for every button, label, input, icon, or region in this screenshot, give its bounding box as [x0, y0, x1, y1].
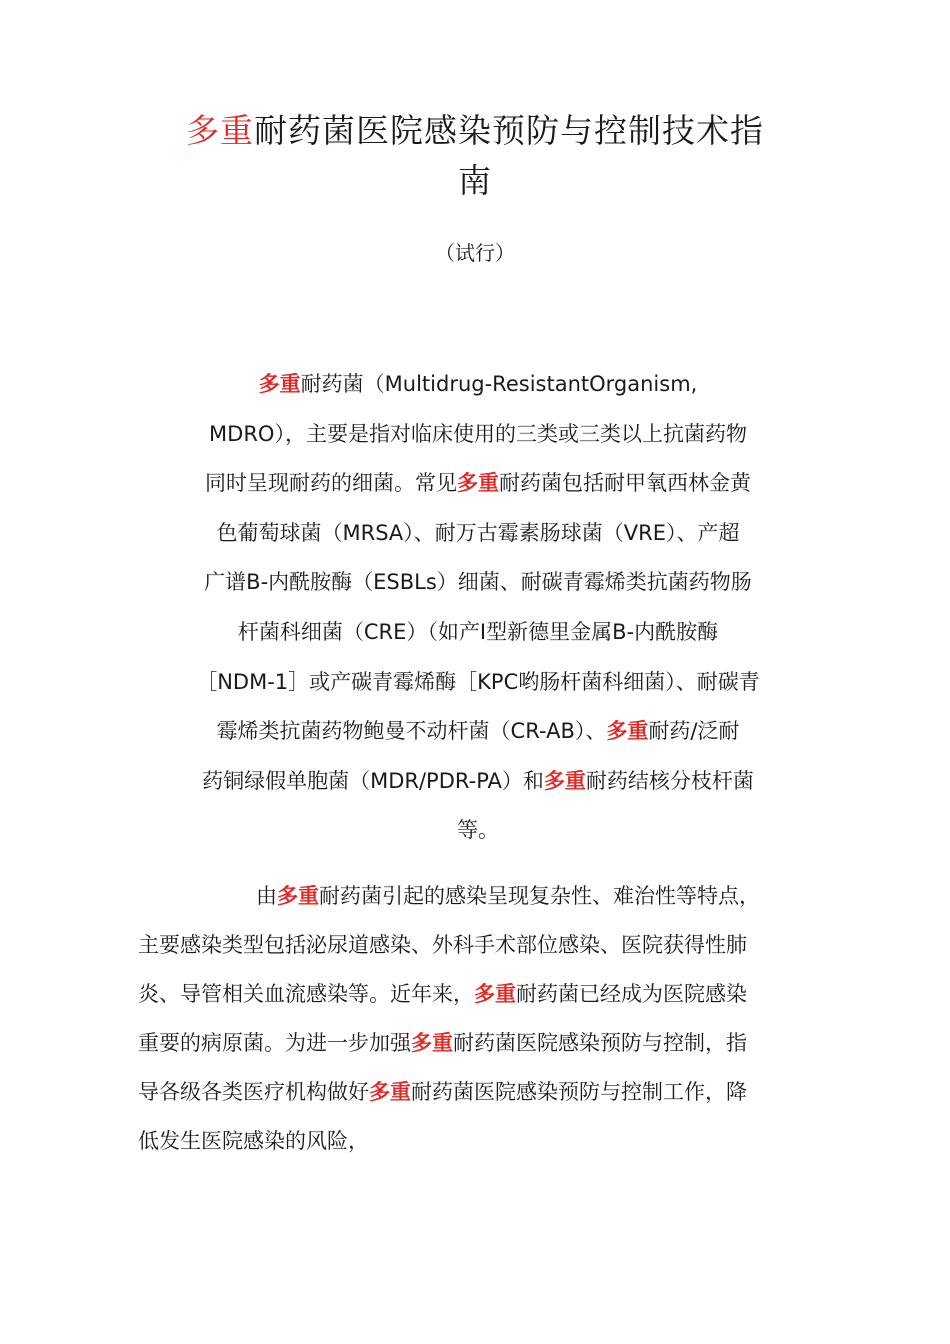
text-line [158, 509, 798, 559]
text-run: 等。 [457, 818, 499, 843]
document-subtitle: （试行） [435, 241, 515, 265]
text-line [138, 1019, 822, 1068]
title-line-1 [165, 106, 785, 156]
text-line [138, 1117, 822, 1166]
text-run: 色葡萄球菌（MRSA）、耐万古霉素肠球菌（VRE）、产超 [216, 520, 740, 545]
highlight-term: 多重 [606, 719, 649, 744]
text-line [138, 921, 822, 970]
text-line [158, 806, 798, 856]
text-run: 重要的病原菌。为进一步加强 [138, 1031, 411, 1055]
text-line [138, 872, 822, 921]
highlight-term: 多重 [474, 982, 516, 1006]
text-run: ［NDM-1］或产碳青霉烯酶［KPC哟肠杆菌科细菌）、耐碳青 [196, 669, 760, 694]
text-line [158, 410, 798, 460]
text-run: 广谱B-内酰胺酶（ESBLs）细菌、耐碳青霉烯类抗菌药物肠 [204, 570, 752, 595]
paragraph-2 [138, 872, 822, 1166]
text-run: 同时呈现耐药的细菌。常见 [205, 471, 457, 496]
text-run: MDRO），主要是指对临床使用的三类或三类以上抗菌药物 [209, 421, 747, 446]
text-run: 耐药菌医院感染预防与控制工作，降 [411, 1080, 747, 1104]
text-run: 药铜绿假单胞菌（MDR/PDR-PA）和 [202, 768, 544, 793]
text-run: 导各级各类医疗机构做好 [138, 1080, 369, 1104]
text-line [158, 757, 798, 807]
highlight-term: 多重 [543, 768, 586, 793]
text-line [138, 1068, 822, 1117]
text-line [158, 658, 798, 708]
text-run: 耐药结核分枝杆菌 [585, 768, 754, 793]
text-run: 低发生医院感染的风险， [138, 1129, 369, 1153]
paragraph-1 [158, 360, 798, 856]
highlight-term: 多重 [277, 884, 319, 908]
text-run: 耐药菌已经成为医院感染 [516, 982, 747, 1006]
text-run: 耐药菌引起的感染呈现复杂性、难治性等特点， [319, 884, 760, 908]
title-line-1-rest: 耐药菌医院感染预防与控制技术指 [254, 111, 764, 150]
title-line-2: 南 [458, 161, 492, 200]
text-run: 主要感染类型包括泌尿道感染、外科手术部位感染、医院获得性肺 [138, 933, 747, 957]
text-line [138, 970, 822, 1019]
text-line [158, 558, 798, 608]
document-title [165, 106, 785, 206]
text-run: 炎、导管相关血流感染等。近年来， [138, 982, 474, 1006]
text-run: 由 [256, 884, 277, 908]
text-run: 耐药菌包括耐甲氧西林金黄 [499, 471, 751, 496]
highlight-term: 多重 [258, 372, 301, 396]
text-run: 霉烯类抗菌药物鲍曼不动杆菌（CR-AB）、 [216, 719, 607, 744]
text-run: 杆菌科细菌（CRE）（如产Ⅰ型新德里金属B-内酰胺酶 [237, 619, 719, 644]
text-line [158, 360, 798, 410]
text-run: 耐药菌医院感染预防与控制，指 [453, 1031, 747, 1055]
text-line [158, 459, 798, 509]
title-highlight: 多重 [186, 111, 254, 150]
highlight-term: 多重 [369, 1080, 411, 1104]
text-run: 耐药菌（Multidrug-ResistantOrganism, [300, 372, 698, 396]
text-run: 耐药/泛耐 [648, 719, 740, 744]
text-line [158, 608, 798, 658]
text-line [158, 707, 798, 757]
highlight-term: 多重 [411, 1031, 453, 1055]
highlight-term: 多重 [457, 471, 499, 496]
